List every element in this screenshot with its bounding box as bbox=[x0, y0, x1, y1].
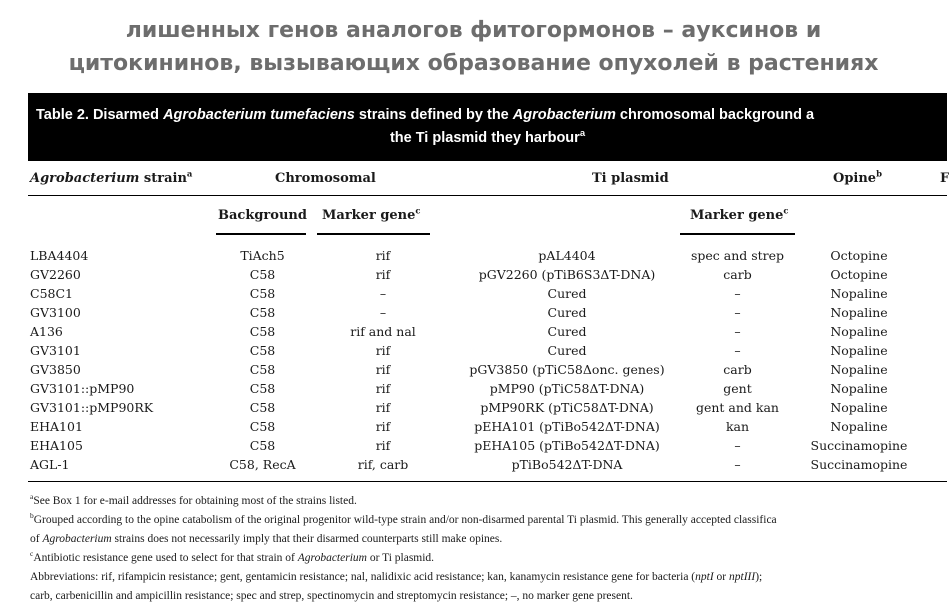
cell-plasmid: pEHA101 (pTiBo542ΔT-DNA) bbox=[474, 419, 660, 434]
col-header-strain bbox=[30, 168, 193, 186]
cell-ti-marker: – bbox=[734, 438, 741, 453]
cell-opine: Nopaline bbox=[830, 362, 888, 377]
footnote-text: Grouped according to the opine catabolism of the original progenitor wild-type strain and/or non-disarmed parental Ti plasmid. This generally accepted classifica bbox=[33, 514, 777, 526]
col-header-ti-plasmid: Ti plasmid bbox=[592, 171, 669, 186]
footnote-b bbox=[30, 511, 777, 526]
table-row bbox=[0, 286, 947, 305]
cell-plasmid: pAL4404 bbox=[538, 248, 596, 263]
caption-genus: Agrobacterium bbox=[512, 107, 616, 123]
subheader-text: Marker gene bbox=[322, 208, 416, 223]
col-header-chromosomal: Chromosomal bbox=[275, 171, 376, 186]
cell-strain: GV3101 bbox=[30, 343, 81, 358]
footnote-text: Abbreviations: rif, rifampicin resistance; gent, gentamicin resistance; nal, nalidixic acid resistance; kan, kanamycin resistance gene for bacteria ( bbox=[30, 571, 696, 583]
col-header-footnote-mark: b bbox=[876, 168, 882, 179]
footnote-genus: Agrobacterium bbox=[297, 552, 367, 564]
cell-marker: rif bbox=[375, 248, 391, 263]
subheader-rule-marker-chromosomal bbox=[317, 233, 430, 235]
table-caption bbox=[28, 93, 947, 161]
table-row bbox=[0, 362, 947, 381]
footnote-text: See Box 1 for e-mail addresses for obtaining most of the strains listed. bbox=[33, 495, 357, 507]
cell-plasmid: pMP90 (pTiC58ΔT-DNA) bbox=[489, 381, 645, 396]
cell-opine: Nopaline bbox=[830, 324, 888, 339]
slide-title-line2: цитокининов, вызывающих образование опухолей в растениях bbox=[68, 51, 879, 76]
subheader-footnote-mark: c bbox=[415, 205, 421, 216]
cell-marker: rif, carb bbox=[357, 457, 409, 472]
table-row bbox=[0, 324, 947, 343]
cell-opine: Nopaline bbox=[830, 305, 888, 320]
table-row bbox=[0, 438, 947, 457]
cell-strain: GV3100 bbox=[30, 305, 81, 320]
footnote-c bbox=[30, 549, 435, 564]
cell-strain: EHA101 bbox=[30, 419, 83, 434]
table-row bbox=[0, 343, 947, 362]
subheader-rule-marker-ti bbox=[680, 233, 795, 235]
cell-strain: GV2260 bbox=[30, 267, 81, 282]
cell-marker: rif bbox=[375, 381, 391, 396]
cell-background: C58 bbox=[249, 267, 276, 282]
table-caption-line1 bbox=[36, 107, 814, 123]
cell-background: C58 bbox=[249, 400, 276, 415]
cell-opine: Nopaline bbox=[830, 343, 888, 358]
slide-title-line1: лишенных генов аналогов фитогормонов – ауксинов и bbox=[125, 18, 822, 43]
cell-ti-marker: gent bbox=[723, 381, 752, 396]
cell-plasmid: pGV2260 (pTiB6S3ΔT-DNA) bbox=[478, 267, 656, 282]
caption-footnote-mark: a bbox=[579, 127, 586, 139]
cell-ti-marker: – bbox=[734, 324, 741, 339]
cell-opine: Nopaline bbox=[830, 419, 888, 434]
cell-plasmid: pEHA105 (pTiBo542ΔT-DNA) bbox=[474, 438, 660, 453]
col-header-genus: Agrobacterium bbox=[30, 171, 140, 186]
cell-strain: GV3850 bbox=[30, 362, 81, 377]
header-rule bbox=[28, 195, 947, 196]
cell-marker: rif bbox=[375, 343, 391, 358]
cell-ti-marker: – bbox=[734, 305, 741, 320]
cell-marker: rif bbox=[375, 362, 391, 377]
cell-opine: Nopaline bbox=[830, 286, 888, 301]
cell-background: C58 bbox=[249, 362, 276, 377]
cell-background: C58 bbox=[249, 343, 276, 358]
cell-ti-marker: gent and kan bbox=[695, 400, 779, 415]
cell-ti-marker: – bbox=[734, 457, 741, 472]
subheader-marker-ti bbox=[690, 205, 789, 223]
caption-species: Agrobacterium tumefaciens bbox=[163, 107, 355, 123]
cell-marker: rif bbox=[375, 267, 391, 282]
footnote-abbreviations-continued: carb, carbenicillin and ampicillin resistance; spec and strep, spectinomycin and streptomycin resistance; –, no marker gene present. bbox=[30, 590, 633, 602]
cell-opine: Nopaline bbox=[830, 381, 888, 396]
cell-marker: – bbox=[379, 305, 387, 320]
col-header-text: Opine bbox=[833, 171, 877, 186]
cell-background: C58 bbox=[249, 305, 276, 320]
footnote-text: or bbox=[713, 571, 730, 583]
footnote-text: Antibiotic resistance gene used to select for that strain of bbox=[33, 552, 298, 564]
footnote-mark: a bbox=[30, 492, 34, 502]
table-row bbox=[0, 400, 947, 419]
cell-strain: LBA4404 bbox=[30, 248, 89, 263]
cell-ti-marker: – bbox=[734, 343, 741, 358]
table-row bbox=[0, 457, 947, 476]
table-row bbox=[0, 305, 947, 324]
table-row bbox=[0, 267, 947, 286]
cell-marker: rif bbox=[375, 419, 391, 434]
table-row bbox=[0, 419, 947, 438]
cell-opine: Succinamopine bbox=[810, 457, 908, 472]
subheader-background: Background bbox=[218, 208, 307, 223]
cell-plasmid: Cured bbox=[547, 343, 587, 358]
footnote-text: strains does not necessarily imply that their disarmed counterparts still make opines. bbox=[111, 533, 503, 545]
cell-strain: GV3101::pMP90RK bbox=[30, 400, 154, 415]
cell-ti-marker: spec and strep bbox=[690, 248, 785, 263]
footnote-text: or Ti plasmid. bbox=[366, 552, 435, 564]
footnote-genus: Agrobacterium bbox=[42, 533, 112, 545]
footnote-mark: c bbox=[30, 549, 34, 559]
cell-marker: rif bbox=[375, 438, 391, 453]
table-row bbox=[0, 248, 947, 267]
subheader-text: Marker gene bbox=[690, 208, 784, 223]
cell-marker: rif bbox=[375, 400, 391, 415]
footnote-text: of bbox=[30, 533, 43, 545]
cell-background: C58 bbox=[249, 381, 276, 396]
cell-background: C58 bbox=[249, 286, 276, 301]
subheader-rule-background bbox=[216, 233, 306, 235]
cell-background: C58 bbox=[249, 438, 276, 453]
footnote-a bbox=[30, 492, 357, 507]
col-header-footnote-mark: a bbox=[186, 168, 193, 179]
cell-strain: C58C1 bbox=[30, 286, 73, 301]
footnote-abbreviations bbox=[30, 571, 762, 583]
cell-marker: rif and nal bbox=[350, 324, 416, 339]
cell-opine: Nopaline bbox=[830, 400, 888, 415]
cell-plasmid: pGV3850 (pTiC58Δonc. genes) bbox=[469, 362, 665, 377]
table-bottom-rule bbox=[28, 481, 947, 482]
cell-background: C58 bbox=[249, 419, 276, 434]
caption-text: strains defined by the bbox=[354, 107, 513, 123]
footnote-text: ); bbox=[755, 571, 763, 583]
cell-strain: EHA105 bbox=[30, 438, 83, 453]
caption-text: Table 2. Disarmed bbox=[36, 107, 164, 123]
footnote-b-continued bbox=[30, 533, 502, 545]
table-caption-line2 bbox=[28, 127, 947, 146]
cell-background: C58 bbox=[249, 324, 276, 339]
cell-strain: AGL-1 bbox=[30, 457, 70, 472]
cell-strain: A136 bbox=[30, 324, 63, 339]
col-header-text: strain bbox=[139, 171, 187, 186]
slide-title bbox=[0, 14, 947, 80]
cell-opine: Octopine bbox=[830, 248, 888, 263]
cell-opine: Succinamopine bbox=[810, 438, 908, 453]
table-row bbox=[0, 381, 947, 400]
cell-plasmid: pMP90RK (pTiC58ΔT-DNA) bbox=[480, 400, 654, 415]
cell-opine: Octopine bbox=[830, 267, 888, 282]
cell-plasmid: Cured bbox=[547, 286, 587, 301]
cell-ti-marker: – bbox=[734, 286, 741, 301]
footnote-gene: nptI bbox=[695, 571, 714, 583]
cell-plasmid: pTiBo542ΔT-DNA bbox=[511, 457, 623, 472]
cell-ti-marker: kan bbox=[725, 419, 750, 434]
cell-background: TiAch5 bbox=[240, 248, 285, 263]
footnote-mark: b bbox=[30, 511, 34, 521]
subheader-marker-chromosomal bbox=[322, 205, 421, 223]
cell-ti-marker: carb bbox=[723, 362, 752, 377]
footnote-gene: nptIII bbox=[729, 571, 756, 583]
cell-background: C58, RecA bbox=[229, 457, 296, 472]
cell-plasmid: Cured bbox=[547, 324, 587, 339]
caption-text: the Ti plasmid they harbour bbox=[389, 130, 580, 146]
col-header-opine bbox=[833, 168, 882, 186]
caption-text: chromosomal background a bbox=[615, 107, 815, 123]
col-header-cut: F bbox=[940, 171, 949, 186]
subheader-footnote-mark: c bbox=[783, 205, 789, 216]
cell-marker: – bbox=[379, 286, 387, 301]
cell-strain: GV3101::pMP90 bbox=[30, 381, 135, 396]
cell-plasmid: Cured bbox=[547, 305, 587, 320]
cell-ti-marker: carb bbox=[723, 267, 752, 282]
